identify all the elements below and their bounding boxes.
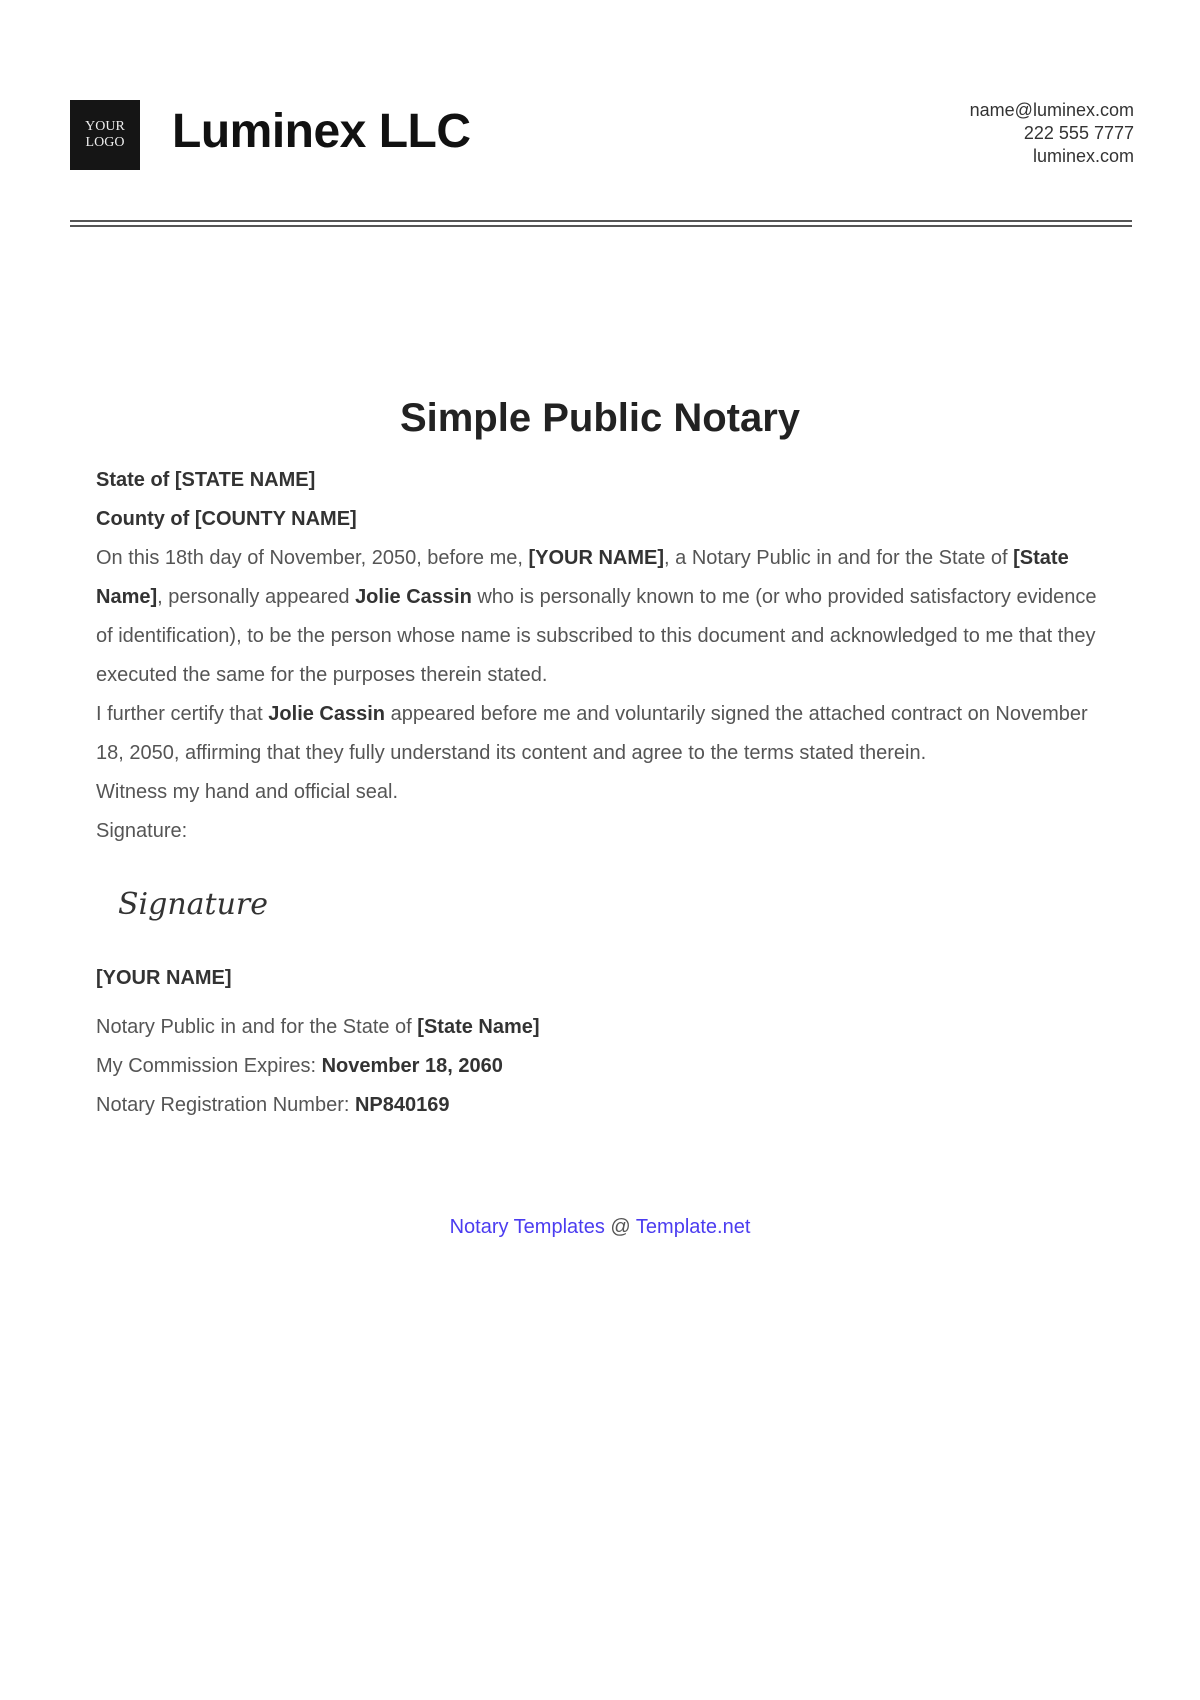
acknowledgment-paragraph: On this 18th day of November, 2050, before me, [YOUR NAME], a Notary Public in and for the State of [State Name], personally appeared Jolie Cassin who is personally known to me (or who provided satisfactory evidence of identification), to be the person whose name is subscribed to this document and acknowledged to me that they executed the same for the purposes therein stated.	[96, 547, 1097, 686]
registration-line: Notary Registration Number: NP840169	[96, 1094, 450, 1116]
certification-paragraph: I further certify that Jolie Cassin appeared before me and voluntarily signed the attached contract on November 18, 2050, affirming that they fully understand its content and agree to the terms stated therein.	[96, 703, 1088, 764]
signature-image: Signature	[118, 887, 269, 922]
commission-line: My Commission Expires: November 18, 2060	[96, 1055, 503, 1077]
witness-line: Witness my hand and official seal.	[96, 781, 399, 803]
company-name: Luminex LLC	[172, 105, 471, 158]
template-net-link[interactable]: Template.net	[635, 1216, 751, 1238]
logo-text-line: LOGO	[85, 135, 125, 150]
footer-separator: @	[604, 1216, 636, 1238]
contact-website: luminex.com	[1032, 146, 1134, 166]
header-divider	[70, 225, 1132, 227]
notary-templates-link[interactable]: Notary Templates	[449, 1216, 605, 1238]
state-line: State of [STATE NAME]	[96, 469, 316, 491]
signature-label: Signature:	[96, 820, 188, 842]
company-logo	[70, 100, 140, 170]
notary-state-line: Notary Public in and for the State of [State Name]	[96, 1016, 540, 1038]
notary-name: [YOUR NAME]	[96, 967, 232, 989]
header-divider	[70, 220, 1132, 222]
contact-info	[970, 99, 1134, 168]
footer-credit	[0, 1216, 1200, 1239]
contact-phone: 222 555 7777	[1023, 123, 1134, 143]
logo-text-line: YOUR	[85, 119, 125, 134]
document-title: Simple Public Notary	[399, 396, 801, 440]
county-line: County of [COUNTY NAME]	[96, 508, 357, 530]
document-body	[96, 461, 1116, 1125]
contact-email: name@luminex.com	[969, 100, 1134, 120]
